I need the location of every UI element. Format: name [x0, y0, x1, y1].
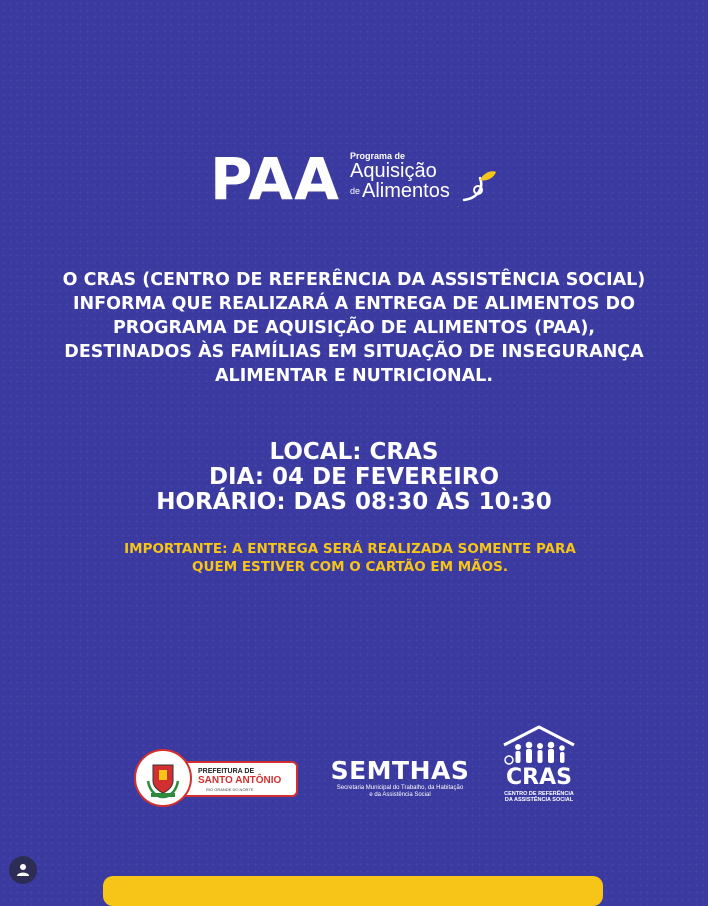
announcement-line: PROGRAMA DE AQUISIÇÃO DE ALIMENTOS (PAA),	[112, 318, 596, 338]
semthas-logo	[320, 757, 480, 799]
user-avatar-button[interactable]	[9, 856, 37, 884]
paa-de-label: de	[350, 186, 361, 196]
announcement-line: DESTINADOS ÀS FAMÍLIAS EM SITUAÇÃO DE INSEGURANÇA	[64, 342, 644, 362]
bottom-bar	[103, 876, 603, 906]
prefeitura-city: SANTO ANTÔNIO	[198, 775, 282, 786]
announcement-text	[40, 268, 668, 388]
cras-desc-line: CENTRO DE REFERÊNCIA	[504, 791, 574, 797]
announcement-line: O CRAS (CENTRO DE REFERÊNCIA DA ASSISTÊNCIA SOCIAL)	[62, 270, 646, 290]
important-notice	[60, 540, 640, 576]
person-icon	[9, 856, 37, 884]
cras-desc	[496, 791, 582, 803]
paa-logo	[210, 145, 510, 213]
event-date: DIA: 04 DE FEVEREIRO	[208, 464, 500, 490]
prefeitura-state: RIO GRANDE DO NORTE	[206, 787, 254, 792]
semthas-desc: e da Assistência Social	[369, 792, 431, 798]
semthas-desc: Secretaria Municipal do Trabalho, da Habitação	[336, 785, 464, 791]
paa-acronym: PAA	[210, 145, 340, 213]
paa-alimentos-label: Alimentos	[362, 180, 450, 202]
cras-logo	[496, 725, 582, 809]
cras-desc-line: DA ASSISTÊNCIA SOCIAL	[504, 797, 574, 803]
prefeitura-logo	[134, 749, 300, 809]
event-time: HORÁRIO: DAS 08:30 ÀS 10:30	[156, 489, 552, 515]
announcement-line: ALIMENTAR E NUTRICIONAL.	[215, 366, 493, 386]
announcement-line: INFORMA QUE REALIZARÁ A ENTREGA DE ALIMENTOS DO	[73, 294, 635, 314]
important-line: QUEM ESTIVER COM O CARTÃO EM MÃOS.	[192, 559, 508, 575]
prefeitura-banner	[180, 761, 298, 797]
coat-of-arms-icon	[134, 749, 192, 807]
paa-aquisicao-label: Aquisição	[350, 160, 437, 182]
event-location: LOCAL: CRAS	[269, 439, 439, 465]
important-line: IMPORTANTE: A ENTREGA SERÁ REALIZADA SOMENTE PARA	[124, 541, 576, 557]
event-details	[80, 440, 628, 515]
sprout-icon	[458, 168, 498, 204]
semthas-name: SEMTHAS	[330, 756, 470, 785]
house-family-icon	[496, 725, 582, 769]
paa-program-label: Programa de	[350, 151, 406, 161]
cras-name: CRAS	[506, 765, 572, 790]
prefeitura-label: PREFEITURA DE	[198, 768, 255, 775]
